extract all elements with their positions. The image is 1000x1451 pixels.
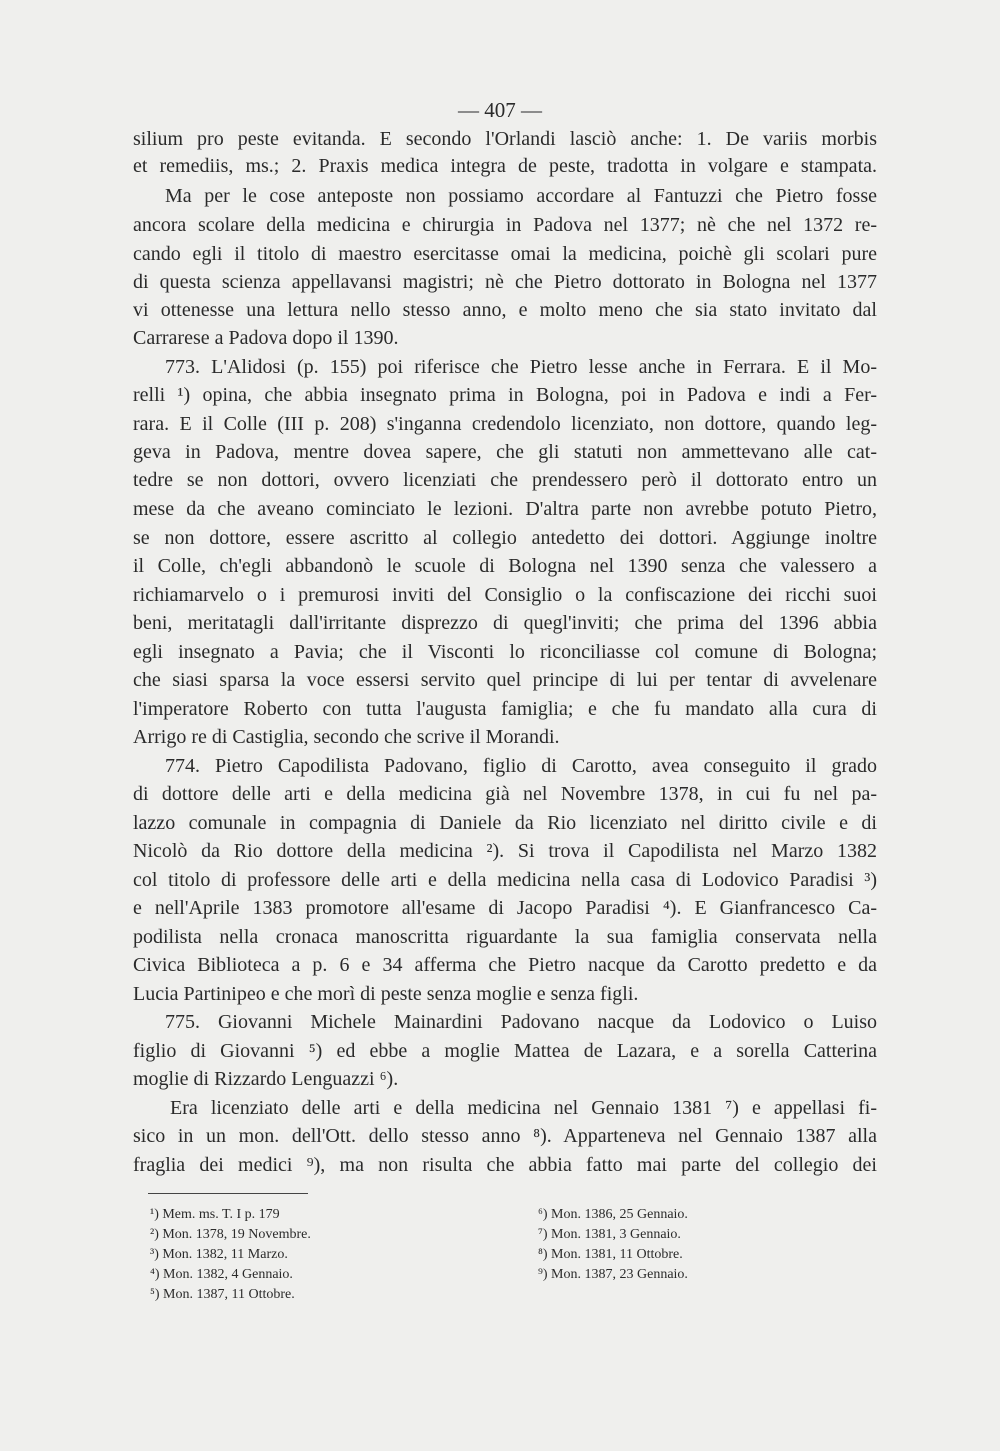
- text-line: et remediis, ms.; 2. Praxis medica integra de peste, tradotta in volgare e stampata.: [133, 155, 877, 177]
- text-line: Era licenziato delle arti e della medicina nel Gennaio 1381 ⁷) e appellasi fi-: [170, 1097, 877, 1119]
- text-line: se non dottore, essere ascritto al collegio antedetto dei dottori. Aggiunge inoltre: [133, 527, 877, 549]
- text-line: silium pro peste evitanda. E secondo l'Orlandi lasciò anche: 1. De variis morbis: [133, 128, 877, 150]
- footnote: ⁴) Mon. 1382, 4 Gennaio.: [150, 1267, 293, 1282]
- text-line: che siasi sparsa la voce essersi servito quel principe di lui per tentar di avvelenare: [133, 669, 877, 691]
- footnote: ⁶) Mon. 1386, 25 Gennaio.: [538, 1207, 688, 1222]
- page-number: — 407 —: [458, 98, 542, 122]
- text-line: geva in Padova, mentre dovea sapere, che gli statuti non ammettevano alle cat-: [133, 441, 877, 463]
- footnote: ⁷) Mon. 1381, 3 Gennaio.: [538, 1227, 681, 1242]
- footnote-rule: [148, 1193, 308, 1194]
- text-line: Nicolò da Rio dottore della medicina ²). Si trova il Capodilista nel Marzo 1382: [133, 840, 877, 862]
- text-line: Lucia Partinipeo e che morì di peste senza moglie e senza figli.: [133, 983, 639, 1005]
- text-line: richiamarvelo o i premurosi inviti del Consiglio o la confiscazione dei ricchi suoi: [133, 584, 877, 606]
- text-line: 774. Pietro Capodilista Padovano, figlio di Carotto, avea conseguito il grado: [165, 755, 877, 777]
- text-line: beni, meritatagli dall'irritante disprezzo di quegl'inviti; che prima del 1396 abbia: [133, 612, 877, 634]
- text-line: l'imperatore Roberto con tutta l'augusta famiglia; e che fu mandato alla cura di: [133, 698, 877, 720]
- text-line: cando egli il titolo di maestro esercitasse omai la medicina, poichè gli scolari pure: [133, 243, 877, 265]
- text-line: di questa scienza appellavansi magistri; nè che Pietro dottorato in Bologna nel 1377: [133, 271, 877, 293]
- text-line: relli ¹) opina, che abbia insegnato prima in Bologna, poi in Padova e indi a Fer-: [133, 384, 877, 406]
- footnote: ⁵) Mon. 1387, 11 Ottobre.: [150, 1287, 295, 1302]
- text-line: podilista nella cronaca manoscritta riguardante la sua famiglia conservata nella: [133, 926, 877, 948]
- text-line: sico in un mon. dell'Ott. dello stesso anno ⁸). Apparteneva nel Gennaio 1387 alla: [133, 1125, 877, 1147]
- footnote: ⁹) Mon. 1387, 23 Gennaio.: [538, 1267, 688, 1282]
- text-line: Civica Biblioteca a p. 6 e 34 afferma che Pietro nacque da Carotto predetto e da: [133, 954, 877, 976]
- footnote: ²) Mon. 1378, 19 Novembre.: [150, 1227, 311, 1242]
- text-line: figlio di Giovanni ⁵) ed ebbe a moglie Mattea de Lazara, e a sorella Catterina: [133, 1040, 877, 1062]
- text-line: tedre se non dottori, ovvero licenziati che prendessero però il dottorato entro un: [133, 469, 877, 491]
- footnote: ¹) Mem. ms. T. I p. 179: [150, 1207, 280, 1222]
- text-line: ancora scolare della medicina e chirurgia in Padova nel 1377; nè che nel 1372 re-: [133, 214, 877, 236]
- text-line: il Colle, ch'egli abbandonò le scuole di Bologna nel 1390 senza che valessero a: [133, 555, 877, 577]
- text-line: moglie di Rizzardo Lenguazzi ⁶).: [133, 1068, 399, 1090]
- text-line: fraglia dei medici ⁹), ma non risulta che abbia fatto mai parte del collegio dei: [133, 1154, 877, 1176]
- text-line: vi ottenesse una lettura nello stesso anno, e molto meno che sia stato invitato dal: [133, 299, 877, 321]
- footnote: ³) Mon. 1382, 11 Marzo.: [150, 1247, 288, 1262]
- footnote: ⁸) Mon. 1381, 11 Ottobre.: [538, 1247, 683, 1262]
- text-line: Ma per le cose anteposte non possiamo accordare al Fantuzzi che Pietro fosse: [165, 185, 877, 207]
- text-line: rara. E il Colle (III p. 208) s'inganna credendolo licenziato, non dottore, quando leg-: [133, 413, 877, 435]
- text-line: 773. L'Alidosi (p. 155) poi riferisce che Pietro lesse anche in Ferrara. E il Mo-: [165, 356, 877, 378]
- text-line: lazzo comunale in compagnia di Daniele da Rio licenziato nel diritto civile e di: [133, 812, 877, 834]
- text-line: di dottore delle arti e della medicina già nel Novembre 1378, in cui fu nel pa-: [133, 783, 877, 805]
- text-line: 775. Giovanni Michele Mainardini Padovano nacque da Lodovico o Luiso: [165, 1011, 877, 1033]
- text-line: egli insegnato a Pavia; che il Visconti lo riconciliasse col comune di Bologna;: [133, 641, 877, 663]
- text-line: mese da che aveano cominciato le lezioni. D'altra parte non avrebbe potuto Pietro,: [133, 498, 877, 520]
- text-line: Carrarese a Padova dopo il 1390.: [133, 327, 399, 349]
- text-line: Arrigo re di Castiglia, secondo che scrive il Morandi.: [133, 726, 560, 748]
- text-line: e nell'Aprile 1383 promotore all'esame di Jacopo Paradisi ⁴). E Gianfrancesco Ca-: [133, 897, 877, 919]
- text-line: col titolo di professore delle arti e della medicina nella casa di Lodovico Paradisi ³): [133, 869, 877, 891]
